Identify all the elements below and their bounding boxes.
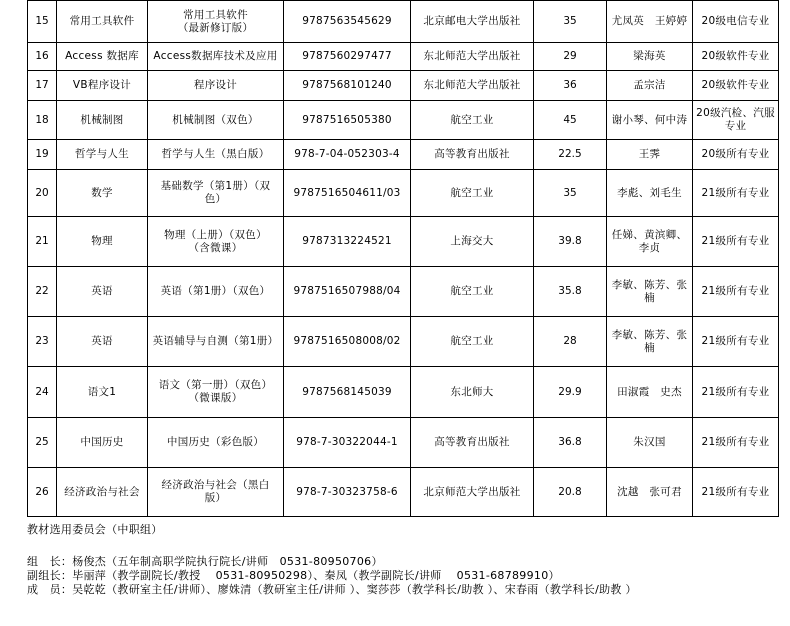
target-major-cell: 20级汽检、汽服 专业 — [693, 101, 779, 140]
isbn-cell: 9787516507988/04 — [284, 267, 411, 317]
table-row — [28, 1, 779, 43]
textbook-table — [27, 0, 779, 517]
editors-cell: 王霁 — [607, 140, 693, 170]
target-major-cell: 21级所有专业 — [693, 317, 779, 367]
publisher-cell: 航空工业 — [411, 170, 534, 217]
table-row — [28, 71, 779, 101]
isbn-cell: 9787563545629 — [284, 1, 411, 43]
course-name-cell: 语文1 — [57, 367, 148, 418]
isbn-cell: 978-7-30322044-1 — [284, 418, 411, 468]
target-major-cell: 21级所有专业 — [693, 267, 779, 317]
isbn-cell: 9787568101240 — [284, 71, 411, 101]
members-line: 成 员：吴乾乾（教研室主任/讲师）、廖姝清（教研室主任/讲师 ）、窦莎莎（教学科长/助教 ）、宋春雨（教学科长/助教 ） — [27, 583, 637, 596]
course-name-cell: 常用工具软件 — [57, 1, 148, 43]
course-name-cell: 数学 — [57, 170, 148, 217]
publisher-cell: 东北师范大学出版社 — [411, 43, 534, 71]
price-cell: 20.8 — [534, 468, 607, 517]
price-cell: 35.8 — [534, 267, 607, 317]
course-name-cell: 物理 — [57, 217, 148, 267]
row-number-cell: 26 — [28, 468, 57, 517]
target-major-cell: 20级所有专业 — [693, 140, 779, 170]
editors-cell: 沈越 张可君 — [607, 468, 693, 517]
row-number-cell: 23 — [28, 317, 57, 367]
course-name-cell: 英语 — [57, 267, 148, 317]
editors-cell: 孟宗洁 — [607, 71, 693, 101]
textbook-title-cell: 物理（上册）（双色） （含微课） — [148, 217, 284, 267]
price-cell: 45 — [534, 101, 607, 140]
table-row — [28, 43, 779, 71]
course-name-cell: Access 数据库 — [57, 43, 148, 71]
price-cell: 22.5 — [534, 140, 607, 170]
price-cell: 29.9 — [534, 367, 607, 418]
course-name-cell: 机械制图 — [57, 101, 148, 140]
table-row — [28, 101, 779, 140]
editors-cell: 田淑霞 史杰 — [607, 367, 693, 418]
editors-cell: 任娣、黄滨卿、 李贞 — [607, 217, 693, 267]
course-name-cell: 哲学与人生 — [57, 140, 148, 170]
table-row — [28, 418, 779, 468]
textbook-title-cell: 哲学与人生（黑白版） — [148, 140, 284, 170]
textbook-title-cell: 经济政治与社会（黑白 版） — [148, 468, 284, 517]
price-cell: 35 — [534, 170, 607, 217]
textbook-title-cell: 语文（第一册）（双色） （微课版） — [148, 367, 284, 418]
textbook-title-cell: 中国历史（彩色版） — [148, 418, 284, 468]
target-major-cell: 21级所有专业 — [693, 468, 779, 517]
target-major-cell: 21级所有专业 — [693, 367, 779, 418]
course-name-cell: 英语 — [57, 317, 148, 367]
target-major-cell: 21级所有专业 — [693, 170, 779, 217]
publisher-cell: 北京师范大学出版社 — [411, 468, 534, 517]
price-cell: 36.8 — [534, 418, 607, 468]
textbook-title-cell: Access数据库技术及应用 — [148, 43, 284, 71]
isbn-cell: 9787516505380 — [284, 101, 411, 140]
isbn-cell: 9787516508008/02 — [284, 317, 411, 367]
price-cell: 36 — [534, 71, 607, 101]
row-number-cell: 25 — [28, 418, 57, 468]
editors-cell: 李敏、陈芳、张 楠 — [607, 317, 693, 367]
target-major-cell: 21级所有专业 — [693, 217, 779, 267]
row-number-cell: 16 — [28, 43, 57, 71]
editors-cell: 梁海英 — [607, 43, 693, 71]
publisher-cell: 航空工业 — [411, 267, 534, 317]
row-number-cell: 22 — [28, 267, 57, 317]
price-cell: 29 — [534, 43, 607, 71]
textbook-title-cell: 常用工具软件 （最新修订版） — [148, 1, 284, 43]
publisher-cell: 北京邮电大学出版社 — [411, 1, 534, 43]
table-body — [28, 1, 779, 517]
course-name-cell: 经济政治与社会 — [57, 468, 148, 517]
table-row — [28, 217, 779, 267]
textbook-title-cell: 英语（第1册）（双色） — [148, 267, 284, 317]
isbn-cell: 9787560297477 — [284, 43, 411, 71]
publisher-cell: 高等教育出版社 — [411, 140, 534, 170]
row-number-cell: 20 — [28, 170, 57, 217]
table-row — [28, 267, 779, 317]
row-number-cell: 19 — [28, 140, 57, 170]
price-cell: 35 — [534, 1, 607, 43]
textbook-title-cell: 机械制图（双色） — [148, 101, 284, 140]
target-major-cell: 20级软件专业 — [693, 71, 779, 101]
table-row — [28, 317, 779, 367]
isbn-cell: 9787568145039 — [284, 367, 411, 418]
target-major-cell: 21级所有专业 — [693, 418, 779, 468]
isbn-cell: 9787313224521 — [284, 217, 411, 267]
row-number-cell: 17 — [28, 71, 57, 101]
textbook-title-cell: 英语辅导与自测（第1册） — [148, 317, 284, 367]
target-major-cell: 20级软件专业 — [693, 43, 779, 71]
course-name-cell: 中国历史 — [57, 418, 148, 468]
target-major-cell: 20级电信专业 — [693, 1, 779, 43]
table-row — [28, 468, 779, 517]
course-name-cell: VB程序设计 — [57, 71, 148, 101]
row-number-cell: 24 — [28, 367, 57, 418]
row-number-cell: 15 — [28, 1, 57, 43]
isbn-cell: 978-7-30323758-6 — [284, 468, 411, 517]
row-number-cell: 21 — [28, 217, 57, 267]
isbn-cell: 978-7-04-052303-4 — [284, 140, 411, 170]
leader-line: 组 长：杨俊杰（五年制高职学院执行院长/讲师 0531-80950706） — [27, 555, 383, 568]
editors-cell: 尤凤英 王婷婷 — [607, 1, 693, 43]
textbook-title-cell: 基础数学（第1册）（双 色） — [148, 170, 284, 217]
deputy-line: 副组长：毕丽萍（教学副院长/教授 0531-80950298）、秦凤（教学副院长/讲师 0531-68789910） — [27, 569, 560, 582]
isbn-cell: 9787516504611/03 — [284, 170, 411, 217]
textbook-title-cell: 程序设计 — [148, 71, 284, 101]
publisher-cell: 航空工业 — [411, 101, 534, 140]
publisher-cell: 航空工业 — [411, 317, 534, 367]
price-cell: 28 — [534, 317, 607, 367]
committee-title: 教材选用委员会（中职组） — [27, 523, 163, 536]
row-number-cell: 18 — [28, 101, 57, 140]
editors-cell: 朱汉国 — [607, 418, 693, 468]
editors-cell: 李敏、陈芳、张 楠 — [607, 267, 693, 317]
editors-cell: 李彪、刘毛生 — [607, 170, 693, 217]
publisher-cell: 高等教育出版社 — [411, 418, 534, 468]
editors-cell: 谢小琴、何中涛 — [607, 101, 693, 140]
table-row — [28, 140, 779, 170]
publisher-cell: 上海交大 — [411, 217, 534, 267]
price-cell: 39.8 — [534, 217, 607, 267]
publisher-cell: 东北师大 — [411, 367, 534, 418]
table-row — [28, 170, 779, 217]
table-row — [28, 367, 779, 418]
publisher-cell: 东北师范大学出版社 — [411, 71, 534, 101]
